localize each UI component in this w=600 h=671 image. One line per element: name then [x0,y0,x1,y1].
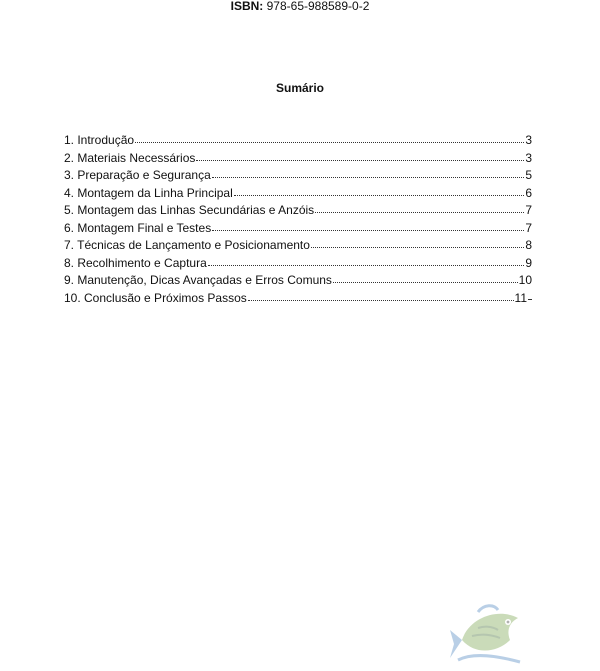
toc-dot-leader [208,255,525,267]
toc-dot-leader [333,272,518,284]
fish-logo-icon [448,600,528,666]
toc-entry-page: 6 [525,185,532,200]
toc-entry-label: 5. Montagem das Linhas Secundárias e Anzóis [64,203,315,217]
toc-entry-page: 8 [525,238,532,252]
toc-dot-leader [248,290,514,302]
toc-entry-label: 6. Montagem Final e Testes [64,220,212,235]
toc-entry-label: 9. Manutenção, Dicas Avançadas e Erros Comuns [64,273,332,287]
toc-entry-page: 11 [515,290,532,308]
toc-entry-label: 7. Técnicas de Lançamento e Posicionamento [64,238,310,252]
toc-entry-label: 10. Conclusão e Próximos Passos [64,290,247,305]
toc-entry-montagem-final[interactable] [64,220,532,238]
toc-entry-page: 7 [525,220,532,235]
toc-dot-leader [196,150,524,162]
toc-entry-page: 3 [525,133,532,147]
toc-dot-leader [234,185,525,197]
toc-entry-linha-principal[interactable] [64,185,532,203]
toc-dot-leader [135,132,524,144]
toc-entry-label: 1. Introdução [64,133,135,147]
toc-dot-leader [311,237,524,249]
toc-entry-page: 7 [525,203,532,217]
toc-entry-page: 10 [518,273,532,287]
isbn-value: 978-65-988589-0-2 [266,0,370,13]
toc-entry-label: 3. Preparação e Segurança [64,168,211,182]
toc-entry-page: 3 [525,150,532,165]
toc-entry-conclusao[interactable] [64,290,532,308]
toc-entry-page: 9 [525,255,532,270]
isbn-line [0,0,600,12]
toc-dot-leader [212,220,524,232]
toc-entry-recolhimento[interactable] [64,255,532,273]
toc-entry-label: 2. Materiais Necessários [64,150,196,165]
toc-entry-label: 4. Montagem da Linha Principal [64,185,233,200]
toc-entry-label: 8. Recolhimento e Captura [64,255,207,270]
toc-entry-page: 5 [525,168,532,182]
toc-entry-lancamento[interactable] [64,237,532,255]
toc-entry-materiais[interactable] [64,150,532,168]
toc-title: Sumário [275,81,324,95]
toc-entry-preparacao[interactable] [64,167,532,185]
toc-entry-introducao[interactable] [64,132,532,150]
toc-dot-leader [212,167,525,179]
table-of-contents [64,132,532,307]
toc-entry-manutencao[interactable] [64,272,532,290]
toc-entry-linhas-secundarias[interactable] [64,202,532,220]
isbn-label: ISBN: [230,0,264,13]
toc-dot-leader [315,202,524,214]
